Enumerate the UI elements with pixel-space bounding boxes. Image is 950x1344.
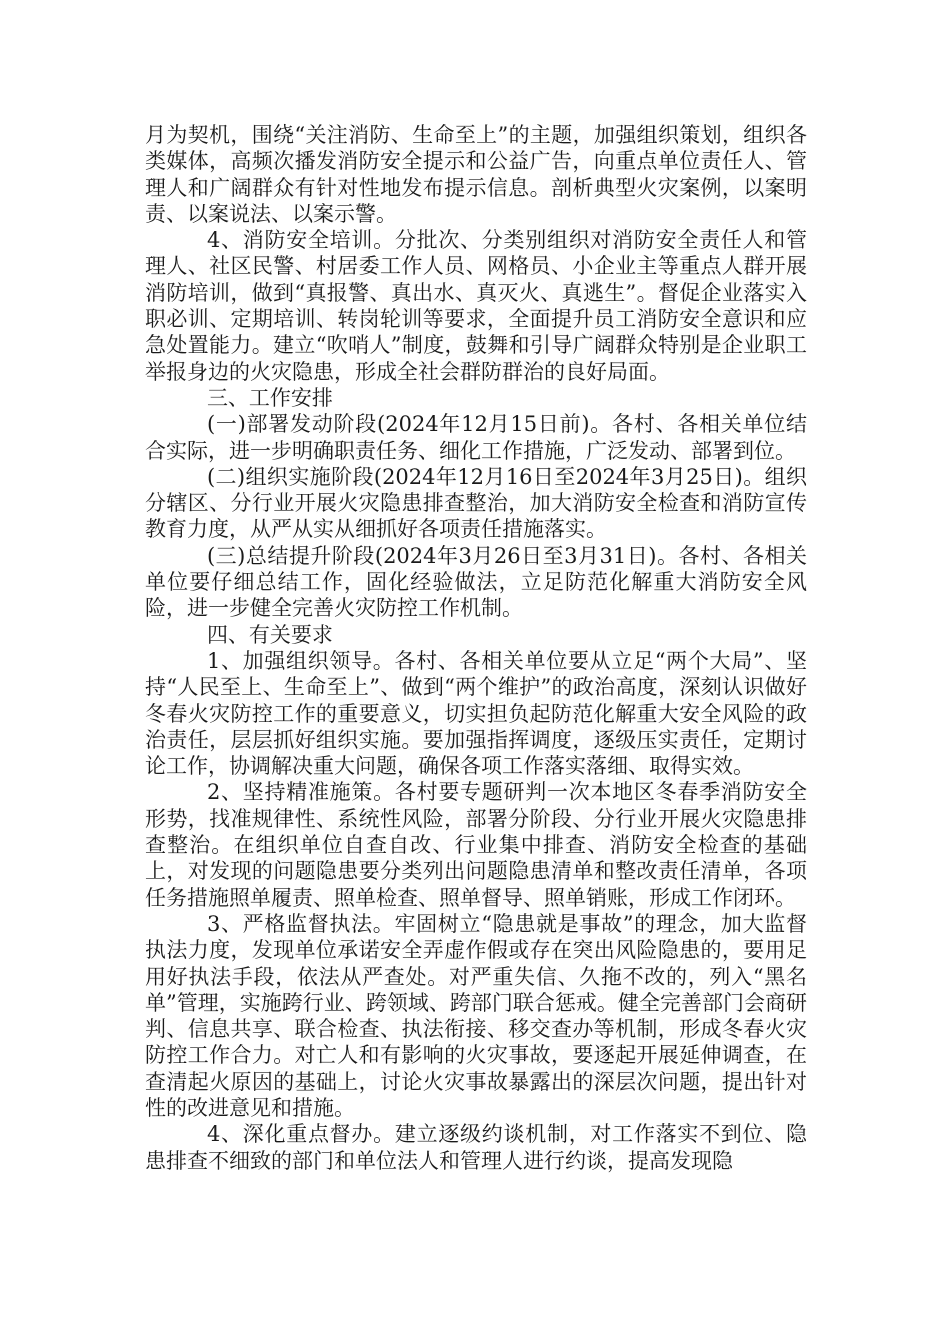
paragraph-requirement-precision: 2、坚持精准施策。各村要专题研判一次本地区冬春季消防安全形势，找准规律性、系统性风险，部署分阶段、分行业开展火灾隐患排查整治。在组织单位自查自改、行业集中排查、消防安全检查的基础上，对发现的问题隐患要分类列出问题隐患清单和整改责任清单，各项任务措施照单履责、照单检查、照单督导、照单销账，形成工作闭环。 bbox=[145, 780, 807, 910]
paragraph-requirement-enforcement: 3、严格监督执法。牢固树立“隐患就是事故”的理念，加大监督执法力度，发现单位承诺安全弄虚作假或存在突出风险隐患的，要用足用好执法手段，依法从严查处。对严重失信、久拖不改的，列入“黑名单”管理，实施跨行业、跨领域、跨部门联合惩戒。健全完善部门会商研判、信息共享、联合检查、执法衔接、移交查办等机制，形成冬春火灾防控工作合力。对亡人和有影响的火灾事故，要逐起开展延伸调查，在查清起火原因的基础上，讨论火灾事故暴露出的深层次问题，提出针对性的改进意见和措施。 bbox=[145, 911, 807, 1120]
paragraph-continuation: 月为契机，围绕“关注消防、生命至上”的主题，加强组织策划，组织各类媒体，高频次播发消防安全提示和公益广告，向重点单位责任人、管理人和广阔群众有针对性地发布提示信息。剖析典型火灾案例，以案明责、以案说法、以案示警。 bbox=[145, 123, 807, 226]
paragraph-requirement-leadership: 1、加强组织领导。各村、各相关单位要从立足“两个大局”、坚持“人民至上、生命至上”、做到“两个维护”的政治高度，深刻认识做好冬春火灾防控工作的重要意义，切实担负起防范化解重大安全风险的政治责任，层层抓好组织实施。要加强指挥调度，逐级压实责任，定期讨论工作，协调解决重大问题，确保各项工作落实落细、取得实效。 bbox=[145, 648, 807, 779]
paragraph-stage-deployment: (一)部署发动阶段(2024年12月15日前)。各村、各相关单位结合实际，进一步明确职责任务、细化工作措施，广泛发动、部署到位。 bbox=[145, 412, 807, 463]
section-heading-requirements: 四、有关要求 bbox=[206, 622, 333, 647]
document-page bbox=[145, 122, 807, 1174]
paragraph-stage-summary: (三)总结提升阶段(2024年3月26日至3月31日)。各村、各相关单位要仔细总结工作，固化经验做法，立足防范化解重大消防安全风险，进一步健全完善火灾防控工作机制。 bbox=[145, 543, 807, 621]
paragraph-stage-implementation: (二)组织实施阶段(2024年12月16日至2024年3月25日)。组织分辖区、分行业开展火灾隐患排查整治，加大消防安全检查和消防宣传教育力度，从严从实从细抓好各项责任措施落实。 bbox=[145, 464, 807, 542]
paragraph-fire-safety-training: 4、消防安全培训。分批次、分类别组织对消防安全责任人和管理人、社区民警、村居委工作人员、网格员、小企业主等重点人群开展消防培训，做到“真报警、真出水、真灭火、真逃生”。督促企业落实入职必训、定期培训、转岗轮训等要求，全面提升员工消防安全意识和应急处置能力。建立“吹哨人”制度，鼓舞和引导广阔群众特别是企业职工举报身边的火灾隐患，形成全社会群防群治的良好局面。 bbox=[145, 228, 807, 384]
section-heading-work-arrangement: 三、工作安排 bbox=[206, 385, 333, 410]
paragraph-requirement-supervision: 4、深化重点督办。建立逐级约谈机制，对工作落实不到位、隐患排查不细致的部门和单位法人和管理人进行约谈，提高发现隐 bbox=[145, 1122, 807, 1173]
